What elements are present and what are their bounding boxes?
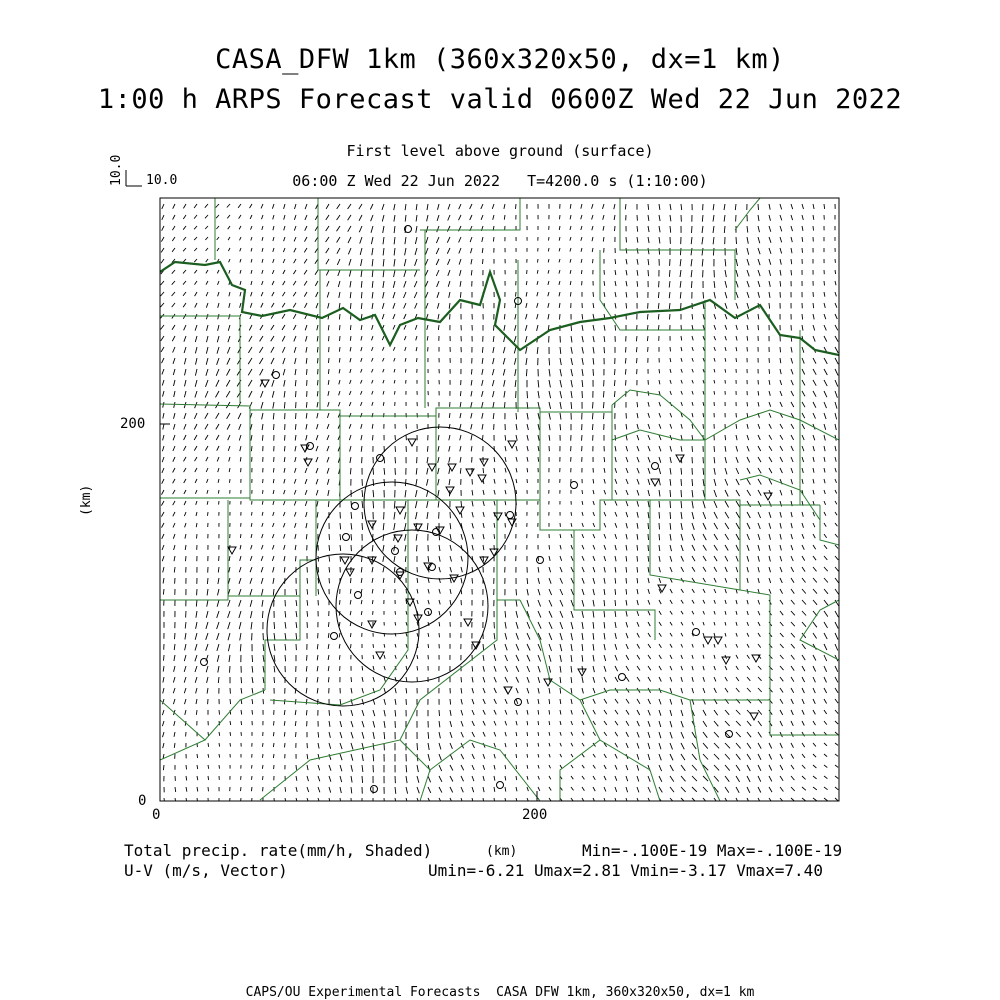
county-boundaries bbox=[160, 198, 839, 801]
river-boundary bbox=[160, 262, 839, 355]
forecast-valid-title: 1:00 h ARPS Forecast valid 0600Z Wed 22 Jun 2022 bbox=[97, 84, 903, 115]
plot-title: CASA_DFW 1km (360x320x50, dx=1 km) bbox=[215, 44, 785, 75]
vector-key-v-label: 10.0 bbox=[109, 154, 124, 186]
radar-range-circles bbox=[267, 427, 516, 706]
y-axis-unit: (km) bbox=[79, 484, 94, 516]
x-axis-unit: (km) bbox=[486, 844, 518, 859]
time-info: 06:00 Z Wed 22 Jun 2022 T=4200.0 s (1:10:00) bbox=[292, 172, 708, 190]
x-tick-200: 200 bbox=[522, 807, 548, 823]
x-tick-0: 0 bbox=[152, 807, 161, 823]
min-max-text: Min=-.100E-19 Max=-.100E-19 bbox=[582, 841, 843, 860]
y-tick-0: 0 bbox=[138, 793, 147, 809]
axis-ticks bbox=[160, 424, 537, 801]
wind-vector-field bbox=[160, 204, 838, 804]
y-tick-200: 200 bbox=[120, 416, 146, 432]
level-subtitle: First level above ground (surface) bbox=[346, 142, 654, 160]
vector-key-u-label: 10.0 bbox=[146, 173, 178, 188]
vector-key-icon bbox=[126, 170, 142, 186]
footer-credit: CAPS/OU Experimental Forecasts CASA DFW 1km, 360x320x50, dx=1 km bbox=[245, 985, 755, 1000]
shaded-field-label: Total precip. rate(mm/h, Shaded) bbox=[124, 841, 433, 860]
vector-field-label: U-V (m/s, Vector) bbox=[124, 861, 288, 880]
uv-min-max-text: Umin=-6.21 Umax=2.81 Vmin=-3.17 Vmax=7.40 bbox=[428, 861, 823, 880]
